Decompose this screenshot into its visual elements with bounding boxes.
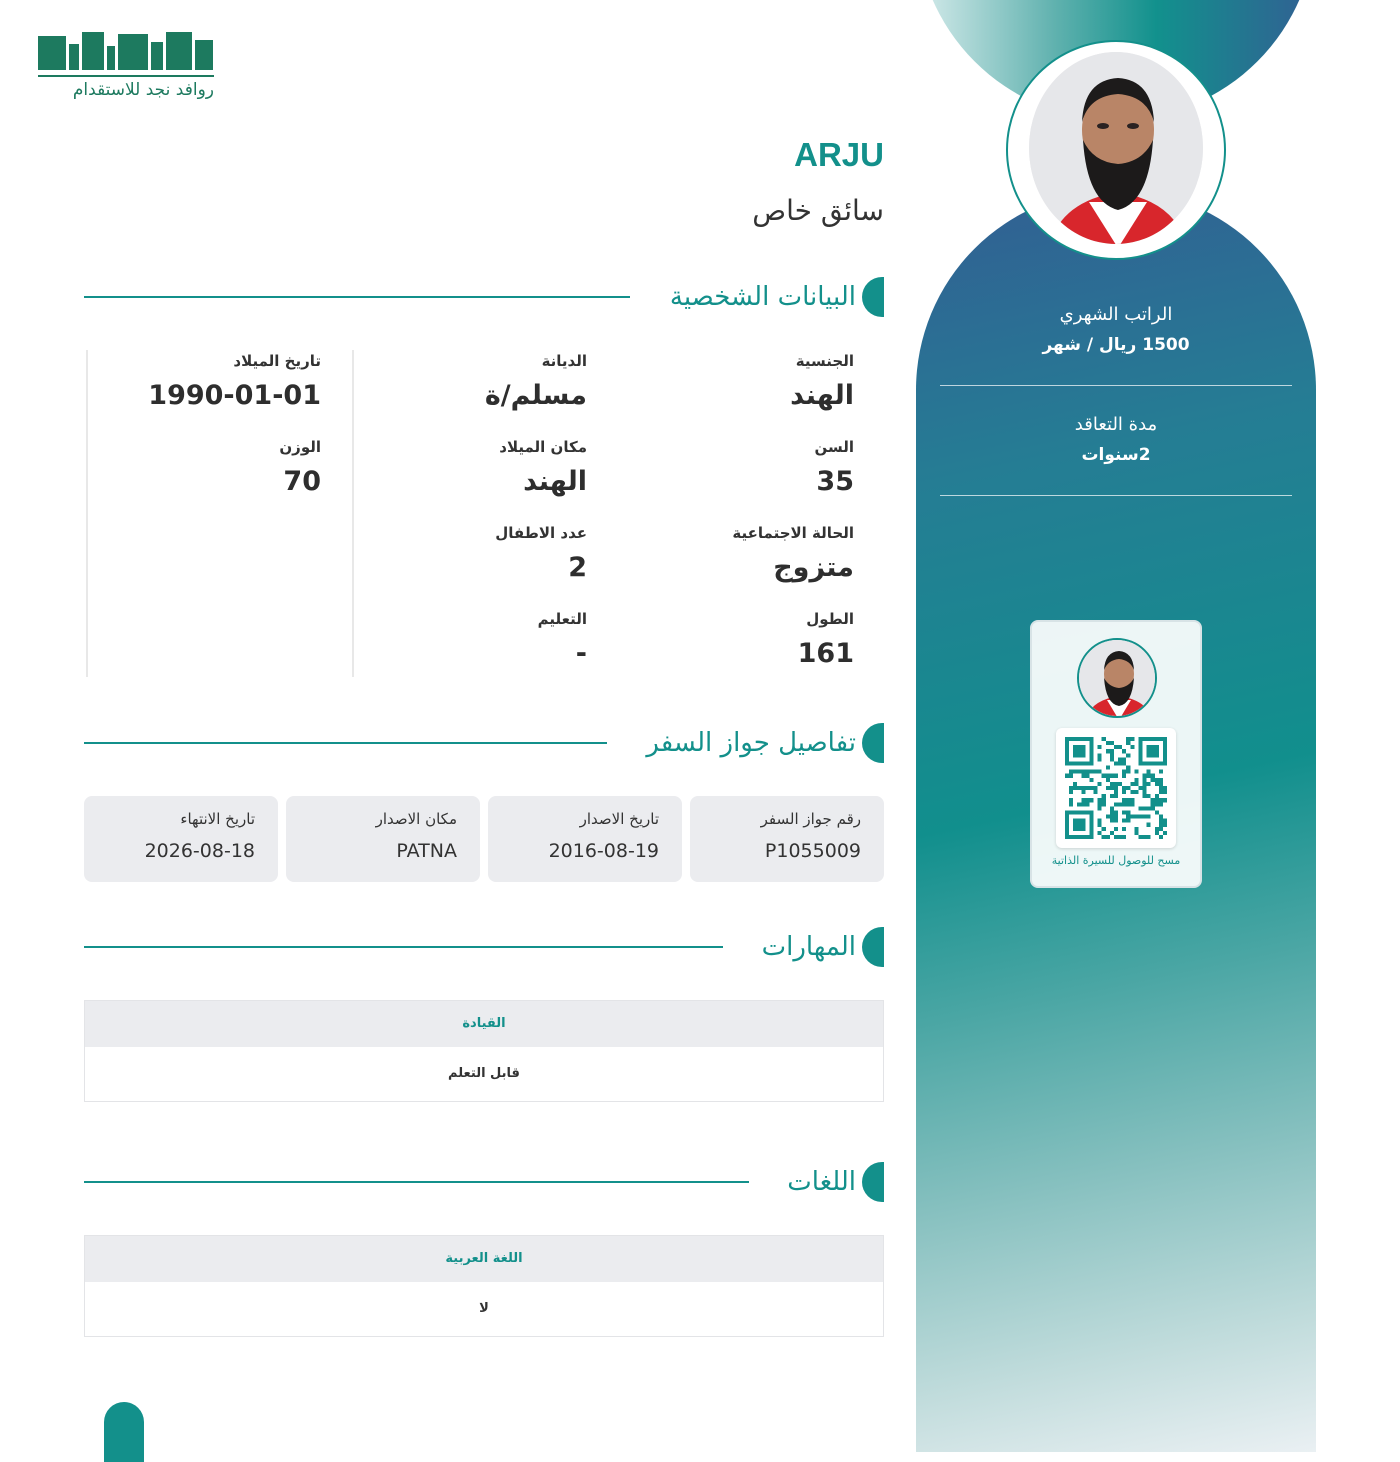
salary-block xyxy=(940,304,1292,355)
field-marital-status xyxy=(618,522,854,608)
field-children xyxy=(354,522,587,608)
section-title: المهارات xyxy=(761,932,856,962)
section-marker xyxy=(862,723,884,763)
field-religion xyxy=(354,350,587,436)
section-title: البيانات الشخصية xyxy=(669,282,856,312)
qr-card[interactable] xyxy=(1030,620,1202,888)
field-label: عدد الاطفال xyxy=(495,524,587,542)
contract-block xyxy=(940,414,1292,465)
personal-info-grid xyxy=(84,350,884,677)
passport-label: تاريخ الانتهاء xyxy=(180,810,255,828)
passport-value: P1055009 xyxy=(764,840,861,862)
field-value: الهند xyxy=(523,466,587,497)
passport-details xyxy=(84,796,884,882)
passport-label: تاريخ الاصدار xyxy=(579,810,659,828)
passport-label: مكان الاصدار xyxy=(375,810,457,828)
field-value: مسلم/ة xyxy=(484,380,587,411)
section-line xyxy=(84,946,723,948)
table-cell: لا xyxy=(85,1282,883,1336)
qr-caption: مسح للوصول للسيرة الذاتية xyxy=(1051,854,1181,867)
personal-column-2 xyxy=(352,350,618,677)
field-nationality xyxy=(618,350,854,436)
bottom-tab-marker xyxy=(104,1402,144,1462)
passport-label: رقم جواز السفر xyxy=(760,810,861,828)
salary-label: الراتب الشهري xyxy=(1059,304,1173,325)
field-value: 1990-01-01 xyxy=(148,380,321,411)
section-header-languages xyxy=(84,1162,884,1202)
passport-value: 2016-08-19 xyxy=(548,840,659,862)
personal-column-1 xyxy=(618,350,854,677)
field-label: التعليم xyxy=(537,610,587,628)
field-value: 70 xyxy=(283,466,321,497)
field-label: تاريخ الميلاد xyxy=(233,352,321,370)
panel-divider xyxy=(940,495,1292,496)
contract-value: 2سنوات xyxy=(1081,445,1151,465)
qr-code[interactable] xyxy=(1056,728,1176,848)
candidate-name: ARJU xyxy=(794,136,884,173)
section-header-personal xyxy=(84,277,884,317)
expiry-date-card xyxy=(84,796,278,882)
field-height xyxy=(618,608,854,694)
qr-avatar xyxy=(1077,638,1157,718)
section-title: تفاصيل جواز السفر xyxy=(646,728,856,758)
salary-value: 1500 ريال / شهر xyxy=(1042,335,1190,355)
field-value: 161 xyxy=(797,638,854,669)
field-label: مكان الميلاد xyxy=(499,438,587,456)
skills-table xyxy=(84,1000,884,1102)
field-value: 2 xyxy=(568,552,587,583)
section-line xyxy=(84,296,630,298)
table-header: اللغة العربية xyxy=(85,1236,883,1282)
field-weight xyxy=(88,436,321,522)
profile-photo xyxy=(1027,50,1205,246)
passport-number-card xyxy=(690,796,884,882)
panel-divider xyxy=(940,385,1292,386)
section-marker xyxy=(862,927,884,967)
languages-table xyxy=(84,1235,884,1337)
field-birthplace xyxy=(354,436,587,522)
contract-label: مدة التعاقد xyxy=(1074,414,1158,435)
field-label: السن xyxy=(814,438,854,456)
passport-value: 2026-08-18 xyxy=(144,840,255,862)
section-line xyxy=(84,742,607,744)
section-header-passport xyxy=(84,723,884,763)
job-title: سائق خاص xyxy=(752,194,884,227)
field-label: الديانة xyxy=(541,352,587,370)
field-value: متزوج xyxy=(773,552,854,583)
table-header: القيادة xyxy=(85,1001,883,1047)
company-logo xyxy=(38,30,218,104)
field-birthdate xyxy=(88,350,321,436)
section-title: اللغات xyxy=(787,1167,856,1197)
section-line xyxy=(84,1181,749,1183)
passport-value: PATNA xyxy=(396,840,457,862)
field-value: الهند xyxy=(790,380,854,411)
personal-column-3 xyxy=(86,350,352,677)
section-header-skills xyxy=(84,927,884,967)
field-age xyxy=(618,436,854,522)
summary-panel xyxy=(916,0,1316,1452)
logo-text: روافد نجد للاستقدام xyxy=(72,80,214,100)
field-label: الجنسية xyxy=(795,352,854,370)
logo-underline xyxy=(38,75,214,77)
field-value: 35 xyxy=(816,466,854,497)
field-label: الحالة الاجتماعية xyxy=(732,524,854,542)
field-value: - xyxy=(575,638,587,669)
field-education xyxy=(354,608,587,694)
section-marker xyxy=(862,1162,884,1202)
section-marker xyxy=(862,277,884,317)
issue-date-card xyxy=(488,796,682,882)
table-cell: قابل التعلم xyxy=(85,1047,883,1101)
field-label: الطول xyxy=(806,610,854,628)
issue-place-card xyxy=(286,796,480,882)
logo-mark xyxy=(38,30,218,70)
field-label: الوزن xyxy=(279,438,321,456)
